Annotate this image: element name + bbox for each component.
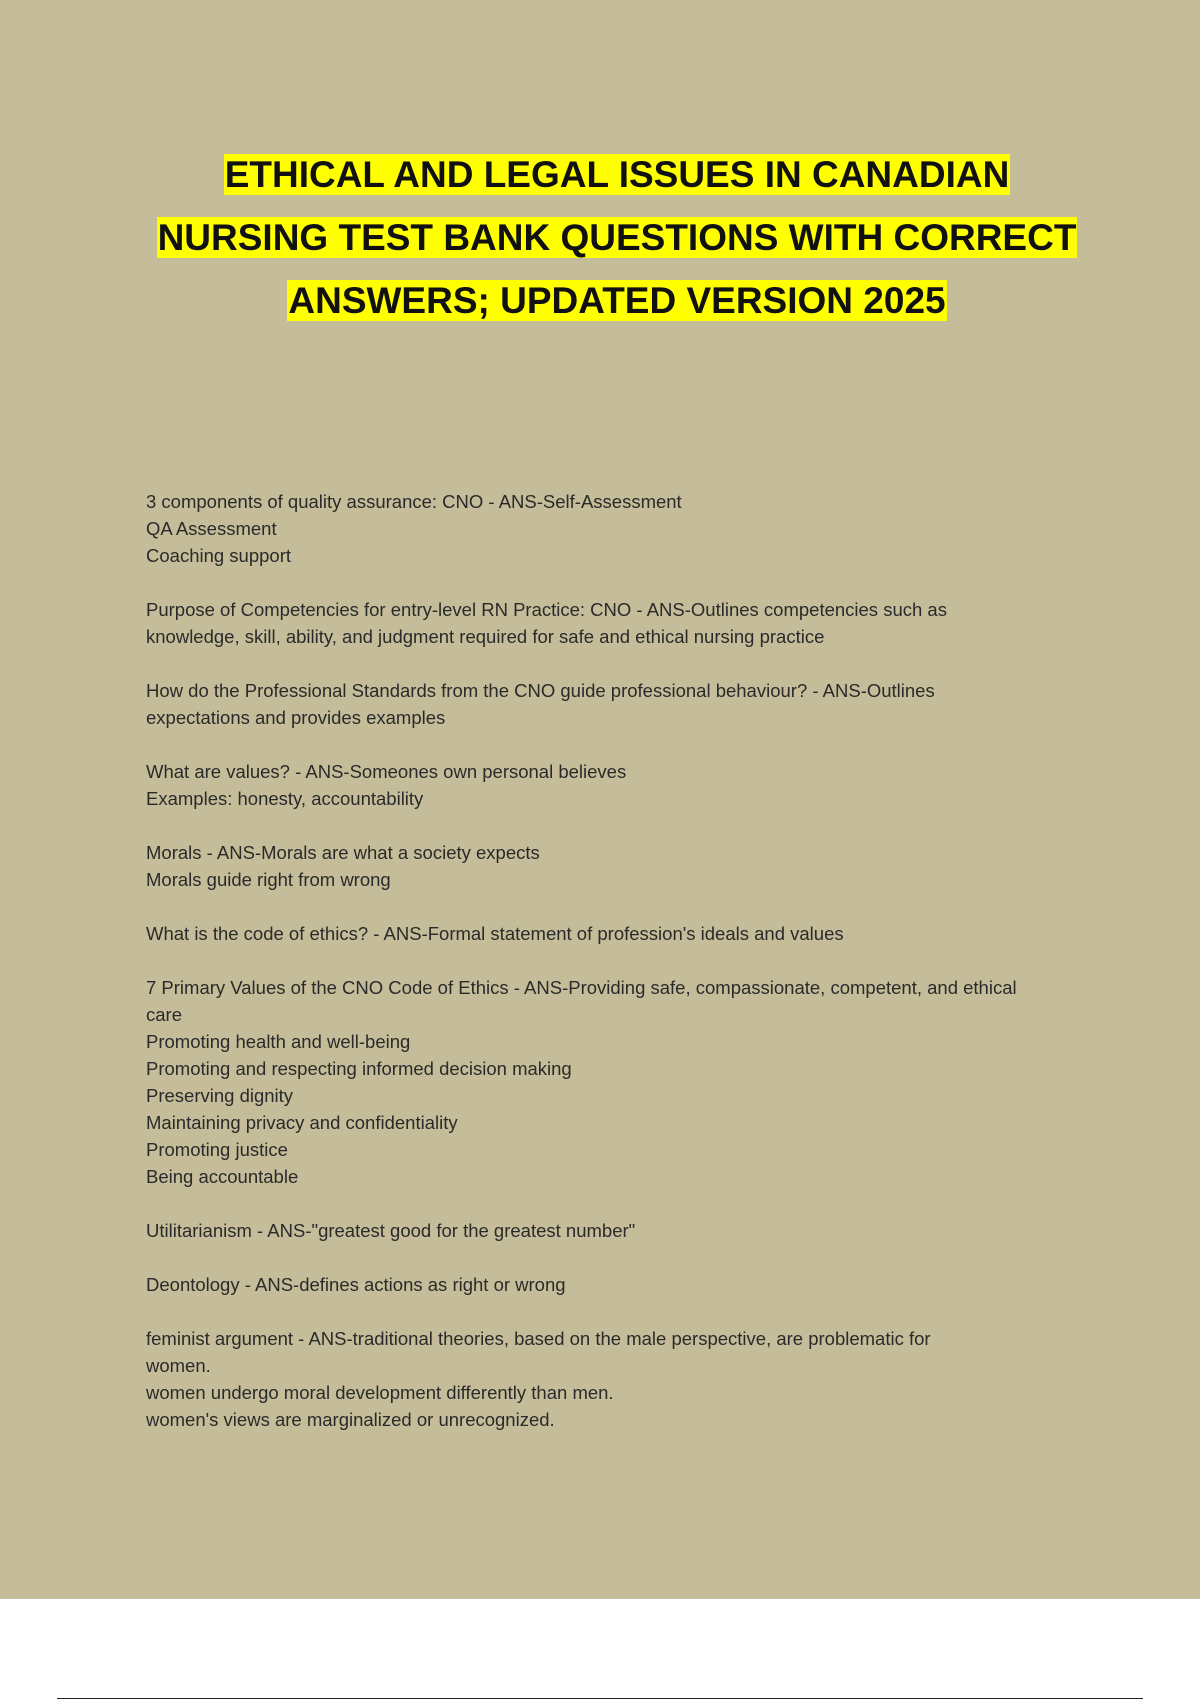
qa-answer-line: Preserving dignity	[146, 1085, 294, 1106]
title-line-text: ETHICAL AND LEGAL ISSUES IN CANADIAN	[224, 154, 1010, 195]
qa-answer-line: Promoting and respecting informed decision making	[146, 1058, 572, 1079]
qa-answer-line: Promoting health and well-being	[146, 1031, 411, 1052]
qa-question-line: How do the Professional Standards from the CNO guide professional behaviour? - ANS-Outlines	[146, 680, 935, 701]
qa-question-line: feminist argument - ANS-traditional theories, based on the male perspective, are problematic for	[146, 1328, 931, 1349]
qa-item	[146, 488, 1096, 569]
qa-answer-line: expectations and provides examples	[146, 707, 446, 728]
qa-answer-line: Promoting justice	[146, 1139, 288, 1160]
qa-question-line: Utilitarianism - ANS-"greatest good for the greatest number"	[146, 1220, 636, 1241]
qa-answer-line: Examples: honesty, accountability	[146, 788, 424, 809]
title-line-text: NURSING TEST BANK QUESTIONS WITH CORRECT	[157, 217, 1077, 258]
qa-answer-line: women's views are marginalized or unrecognized.	[146, 1409, 555, 1430]
qa-item	[146, 677, 1096, 731]
qa-answer-line: Coaching support	[146, 545, 292, 566]
title-line	[0, 206, 1200, 269]
qa-question-line: 7 Primary Values of the CNO Code of Ethics - ANS-Providing safe, compassionate, competent, and ethical	[146, 977, 1017, 998]
qa-answer-line: Being accountable	[146, 1166, 299, 1187]
qa-item	[146, 758, 1096, 812]
qa-answer-line: women.	[146, 1355, 211, 1376]
qa-answer-line: Morals guide right from wrong	[146, 869, 391, 890]
qa-answer-line: women undergo moral development differently than men.	[146, 1382, 614, 1403]
question-answer-list	[146, 488, 1096, 1460]
document-title	[0, 143, 1200, 332]
footer-divider	[57, 1698, 1143, 1699]
qa-item	[146, 1217, 1096, 1244]
qa-question-line: Deontology - ANS-defines actions as right or wrong	[146, 1274, 566, 1295]
qa-item	[146, 839, 1096, 893]
qa-question-line: What are values? - ANS-Someones own personal believes	[146, 761, 627, 782]
qa-item	[146, 1325, 1096, 1433]
title-line-text: ANSWERS; UPDATED VERSION 2025	[288, 280, 946, 321]
qa-question-line: Morals - ANS-Morals are what a society expects	[146, 842, 540, 863]
qa-item	[146, 920, 1096, 947]
qa-answer-line: care	[146, 1004, 182, 1025]
qa-question-line: Purpose of Competencies for entry-level RN Practice: CNO - ANS-Outlines competencies such as	[146, 599, 947, 620]
qa-question-line: What is the code of ethics? - ANS-Formal statement of profession's ideals and values	[146, 923, 844, 944]
qa-question-line: 3 components of quality assurance: CNO - ANS-Self-Assessment	[146, 491, 682, 512]
qa-item	[146, 1271, 1096, 1298]
qa-item	[146, 596, 1096, 650]
qa-item	[146, 974, 1096, 1190]
title-line	[0, 143, 1200, 206]
qa-answer-line: QA Assessment	[146, 518, 277, 539]
qa-answer-line: knowledge, skill, ability, and judgment required for safe and ethical nursing practice	[146, 626, 825, 647]
title-line	[0, 269, 1200, 332]
qa-answer-line: Maintaining privacy and confidentiality	[146, 1112, 458, 1133]
